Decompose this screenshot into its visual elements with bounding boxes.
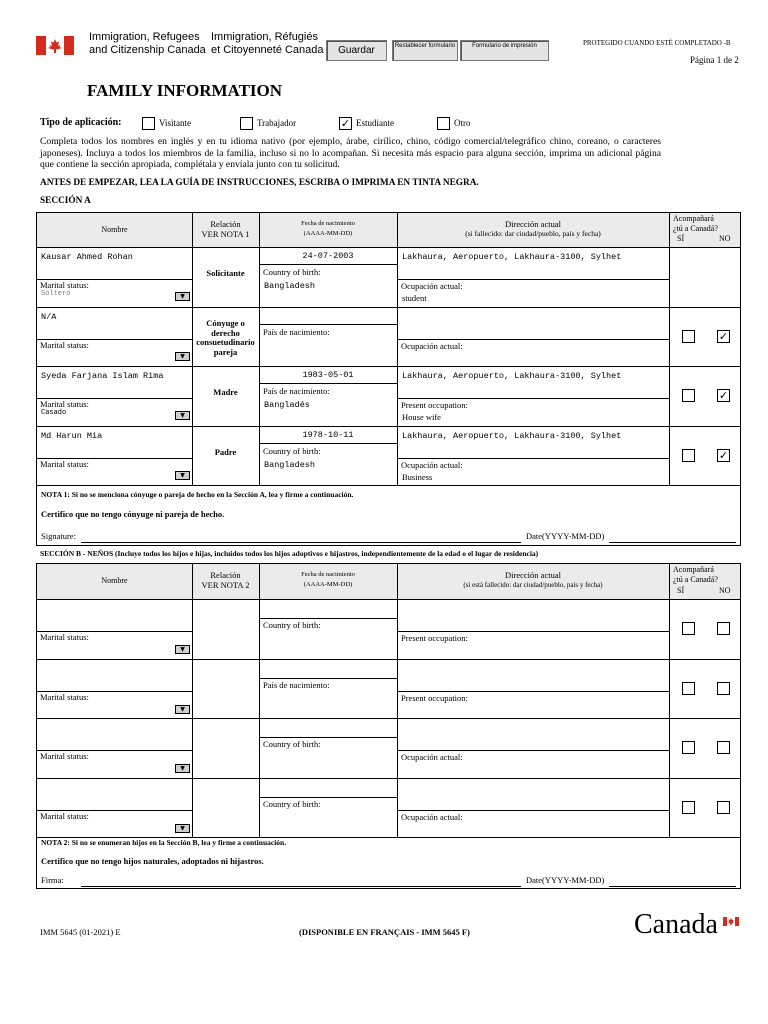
- name-header: Nombre: [101, 225, 128, 234]
- country-of-birth-label: País de nacimiento:: [263, 327, 330, 337]
- occupation-value[interactable]: Business: [402, 472, 433, 482]
- no-header: NO: [719, 234, 731, 243]
- occupation-label: Present occupation:: [401, 693, 468, 703]
- agency-en-line2: and Citizenship Canada: [89, 44, 206, 56]
- country-of-birth[interactable]: Bangladesh: [264, 460, 316, 470]
- country-of-birth-label: Country of birth:: [263, 739, 321, 749]
- worker-label: Trabajador: [257, 118, 297, 128]
- chevron-down-icon[interactable]: ▼: [175, 645, 190, 654]
- dob-header-line2: (AAAA-MM-DD): [303, 230, 353, 237]
- accompany-yes-checkbox[interactable]: [682, 801, 695, 814]
- date-of-birth[interactable]: 1978-10-11: [302, 430, 354, 440]
- application-type-label: Tipo de aplicación:: [40, 117, 122, 128]
- occupation-label: Ocupación actual:: [401, 281, 463, 291]
- accompany-header-b-line1: Acompañará: [673, 565, 714, 574]
- marital-status-label: Marital status:: [40, 459, 89, 469]
- accompany-no-checkbox[interactable]: [717, 622, 730, 635]
- dob-header-b: [259, 570, 397, 590]
- accompany-header-line1: Acompañará: [673, 214, 714, 223]
- accompany-yes-checkbox[interactable]: [682, 449, 695, 462]
- page-number: Página 1 de 2: [690, 55, 739, 65]
- name-header-b: Nombre: [101, 576, 128, 585]
- agency-fr-line1: Immigration, Réfugiés: [211, 31, 318, 43]
- no-header-b: NO: [719, 586, 731, 595]
- print-form-button[interactable]: Formulario de impresión: [460, 40, 549, 61]
- accompany-no-checkbox[interactable]: ✓: [718, 330, 729, 343]
- relation-header: [192, 219, 259, 239]
- dob-header: [259, 219, 397, 239]
- chevron-down-icon[interactable]: ▼: [175, 411, 190, 420]
- certify-no-children: Certifico que no tengo hijos naturales, adoptados ni hijastros.: [41, 856, 264, 866]
- section-a-table: [36, 212, 741, 546]
- warning-text: ANTES DE EMPEZAR, LEA LA GUÍA DE INSTRUCCIONES, ESCRIBA O IMPRIMA EN TINTA NEGRA.: [40, 178, 479, 188]
- relation-header-b-line2: VER NOTA 2: [201, 580, 250, 590]
- canada-flag-icon: [36, 36, 74, 55]
- other-label: Otro: [454, 118, 471, 128]
- marital-status-label: Marital status:: [40, 811, 89, 821]
- address-header-line1: Dirección actual: [505, 219, 561, 229]
- country-of-birth-label: Country of birth:: [263, 799, 321, 809]
- country-of-birth-label: País de nacimiento:: [263, 386, 330, 396]
- date-label-b: Date(YYYY-MM-DD): [526, 875, 605, 885]
- current-address[interactable]: Lakhaura, Aeropuerto, Lakhaura-3100, Sylhet: [402, 252, 622, 262]
- marital-status-label: Marital status:: [40, 399, 89, 409]
- relation-header-line1: Relación: [210, 219, 241, 229]
- relation-label: Padre: [214, 447, 237, 457]
- date-line[interactable]: [609, 542, 736, 543]
- student-checkbox[interactable]: ✓: [340, 117, 351, 130]
- occupation-label: Ocupación actual:: [401, 341, 463, 351]
- signature-label-b: Firma:: [41, 875, 64, 885]
- country-of-birth-label: Country of birth:: [263, 267, 321, 277]
- yes-header: SÍ: [677, 234, 685, 243]
- accompany-yes-checkbox[interactable]: [682, 330, 695, 343]
- agency-fr-line2: et Citoyenneté Canada: [211, 44, 324, 56]
- agency-name-fr: [211, 31, 324, 57]
- current-address[interactable]: Lakhaura, Aeropuerto, Lakhaura-3100, Sylhet: [402, 371, 622, 381]
- member-name[interactable]: N/A: [41, 312, 57, 322]
- relation-label: Madre: [213, 387, 238, 397]
- accompany-yes-checkbox[interactable]: [682, 622, 695, 635]
- relation-header-b: [192, 570, 259, 590]
- note-2: NOTA 2: Si no se enumeran hijos en la Sección B, lea y firme a continuación.: [41, 838, 287, 847]
- occupation-label: Present occupation:: [401, 633, 468, 643]
- address-header-line2: (si fallecido: dar ciudad/pueblo, país y fecha): [465, 229, 601, 238]
- occupation-label: Ocupación actual:: [401, 460, 463, 470]
- dob-header-b-line2: (AAAA-MM-DD): [303, 581, 353, 588]
- occupation-value[interactable]: student: [402, 293, 427, 303]
- address-header-b: [397, 570, 669, 590]
- accompany-no-checkbox[interactable]: ✓: [718, 449, 729, 462]
- chevron-down-icon[interactable]: ▼: [175, 824, 190, 833]
- date-of-birth[interactable]: 24-07-2003: [302, 251, 354, 261]
- accompany-no-checkbox[interactable]: [717, 682, 730, 695]
- chevron-down-icon[interactable]: ▼: [175, 471, 190, 480]
- member-name[interactable]: Md Harun Mia: [41, 431, 103, 441]
- accompany-no-checkbox[interactable]: ✓: [718, 389, 729, 402]
- marital-status-label: Marital status:: [40, 340, 89, 350]
- marital-status-label: Marital status:: [40, 751, 89, 761]
- other-checkbox[interactable]: [437, 117, 450, 130]
- certify-no-spouse: Certifico que no tengo cónyuge ni pareja de hecho.: [41, 509, 225, 519]
- signature-line-b[interactable]: [81, 886, 521, 887]
- relation-label: Solicitante: [206, 268, 245, 278]
- accompany-yes-checkbox[interactable]: [682, 682, 695, 695]
- yes-header-b: SÍ: [677, 586, 685, 595]
- country-of-birth-label: Country of birth:: [263, 446, 321, 456]
- occupation-label: Present occupation:: [401, 400, 468, 410]
- relation-label: Cónyuge o derecho consuetudinario pareja: [196, 318, 255, 357]
- section-b-table: [36, 563, 741, 889]
- note-1: NOTA 1: Si no se menciona cónyuge o pareja de hecho en la Sección A, lea y firme a continuación.: [41, 490, 354, 499]
- accompany-no-checkbox[interactable]: [717, 801, 730, 814]
- country-of-birth[interactable]: Bangladesh: [264, 281, 316, 291]
- student-label: Estudiante: [356, 118, 394, 128]
- visitor-label: Visitante: [159, 118, 191, 128]
- marital-status-label: Marital status:: [40, 692, 89, 702]
- section-a-title: SECCIÓN A: [40, 196, 91, 206]
- signature-line[interactable]: [81, 542, 521, 543]
- occupation-label: Ocupación actual:: [401, 752, 463, 762]
- address-header-b-line1: Dirección actual: [505, 570, 561, 580]
- signature-label: Signature:: [41, 531, 76, 541]
- member-name[interactable]: Syeda Farjana Islam Rima: [41, 371, 164, 381]
- accompany-header-b: [673, 565, 718, 584]
- chevron-down-icon[interactable]: ▼: [175, 705, 190, 714]
- current-address[interactable]: Lakhaura, Aeropuerto, Lakhaura-3100, Sylhet: [402, 431, 622, 441]
- available-in-french: (DISPONIBLE EN FRANÇAIS - IMM 5645 F): [299, 927, 470, 937]
- dob-header-b-line1: Fecha de nacimiento: [301, 571, 355, 578]
- form-id: IMM 5645 (01-2021) E: [40, 927, 121, 937]
- accompany-header: [673, 214, 718, 233]
- date-of-birth[interactable]: 1983-05-01: [302, 370, 354, 380]
- visitor-checkbox[interactable]: [142, 117, 155, 130]
- marital-status-select[interactable]: Soltero: [41, 290, 71, 298]
- page-title: FAMILY INFORMATION: [87, 81, 283, 100]
- reset-form-button[interactable]: Restablecer formulario: [392, 40, 458, 61]
- section-b-title: SECCIÓN B - NEÑOS (Incluye todos los hijos e hijas, incluidos todos los hijos adoptivos e hijastros, independientemente de la edad o el lugar de residencia): [40, 549, 539, 558]
- agency-name-en: [89, 31, 206, 57]
- relation-header-line2: VER NOTA 1: [201, 229, 250, 239]
- country-of-birth-label: País de nacimiento:: [263, 680, 330, 690]
- dob-header-line1: Fecha de nacimiento: [301, 220, 355, 227]
- marital-status-label: Marital status:: [40, 280, 89, 290]
- protected-label: PROTEGIDO CUANDO ESTÉ COMPLETADO -B: [583, 39, 731, 47]
- accompany-yes-checkbox[interactable]: [682, 389, 695, 402]
- address-header-b-line2: (si está fallecido: dar ciudad/pueblo, país y fecha): [463, 581, 603, 589]
- chevron-down-icon[interactable]: ▼: [175, 292, 190, 301]
- occupation-value[interactable]: House wife: [402, 412, 441, 422]
- accompany-header-b-line2: ¿tú a Canadá?: [673, 574, 718, 584]
- marital-status-label: Marital status:: [40, 632, 89, 642]
- canada-wordmark: Canada: [634, 909, 718, 940]
- accompany-no-checkbox[interactable]: [717, 741, 730, 754]
- date-label: Date(YYYY-MM-DD): [526, 531, 605, 541]
- chevron-down-icon[interactable]: ▼: [175, 764, 190, 773]
- agency-en-line1: Immigration, Refugees: [89, 31, 200, 43]
- worker-checkbox[interactable]: [240, 117, 253, 130]
- date-line-b[interactable]: [609, 886, 736, 887]
- country-of-birth-label: Country of birth:: [263, 620, 321, 630]
- member-name[interactable]: Kausar Ahmed Rohan: [41, 252, 133, 262]
- accompany-header-line2: ¿tú a Canadá?: [673, 223, 718, 233]
- occupation-label: Ocupación actual:: [401, 812, 463, 822]
- relation-header-b-line1: Relación: [210, 570, 241, 580]
- intro-text: Completa todos los nombres en inglés y en tu idioma nativo (por ejemplo, árabe, cirílico, chino, código comercial/telegráfico chino, coreano, o caracteres japoneses). Incluya a todos los miembros de la familia, incluso si no lo acompañan. Si necesita más espacio para alguna sección, imprima un adicional página que contiene la sección apropiada, complétala y envíala junto con tu solicitud.: [40, 136, 661, 170]
- accompany-yes-checkbox[interactable]: [682, 741, 695, 754]
- marital-status-select[interactable]: Casado: [41, 409, 67, 417]
- save-button[interactable]: Guardar: [326, 40, 387, 61]
- wordmark-flag-icon: [723, 913, 739, 922]
- country-of-birth[interactable]: Bangladés: [264, 400, 310, 410]
- address-header: [397, 219, 669, 239]
- chevron-down-icon[interactable]: ▼: [175, 352, 190, 361]
